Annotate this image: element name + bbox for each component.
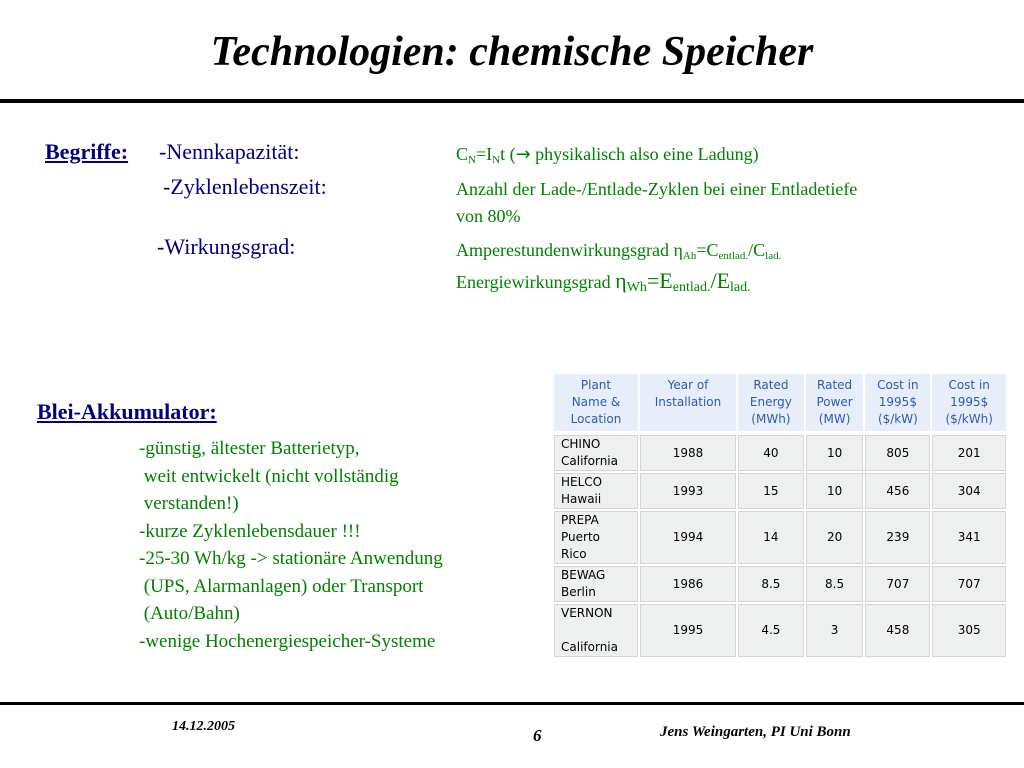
cell-energy: 15 <box>738 473 804 509</box>
cell-energy: 14 <box>738 511 804 564</box>
cell-cost-kw: 456 <box>865 473 930 509</box>
list-item: -wenige Hochenergiespeicher-Systeme <box>139 630 436 652</box>
cell-plant: CHINO California <box>554 435 638 471</box>
cell-cost-kw: 805 <box>865 435 930 471</box>
term-nennkapazitaet: -Nennkapazität: <box>159 139 300 164</box>
table-row <box>554 566 1006 602</box>
header-year: Year of Installation <box>640 374 736 433</box>
cell-year: 1995 <box>640 604 736 657</box>
list-item: -kurze Zyklenlebensdauer !!! <box>139 520 361 542</box>
table-header-row <box>554 374 1006 433</box>
cell-year: 1988 <box>640 435 736 471</box>
cell-power: 10 <box>806 473 864 509</box>
list-item: verstanden!) <box>139 493 239 514</box>
footer-page-number: 6 <box>533 726 542 745</box>
table-row <box>554 604 1006 657</box>
bottom-divider <box>0 702 1024 705</box>
cell-year: 1993 <box>640 473 736 509</box>
cell-cost-kw: 239 <box>865 511 930 564</box>
table-row <box>554 511 1006 564</box>
header-energy: Rated Energy (MWh) <box>738 374 804 433</box>
begriffe-heading: Begriffe: <box>45 139 129 164</box>
cell-plant: HELCO Hawaii <box>554 473 638 509</box>
slide-title: Technologien: chemische Speicher <box>210 29 814 75</box>
cell-power: 20 <box>806 511 864 564</box>
list-item: -25-30 Wh/kg -> stationäre Anwendung <box>139 548 443 569</box>
term-wirkungsgrad: -Wirkungsgrad: <box>157 234 296 259</box>
cell-year: 1986 <box>640 566 736 602</box>
table-row <box>554 435 1006 471</box>
def-wh-wirkungsgrad: Energiewirkungsgrad $\eta_{Wh}=E_{entlad.}/E_{lad.}$ <box>456 268 751 295</box>
header-cost-kw: Cost in 1995$ ($/kW) <box>865 374 930 433</box>
def-ah-wirkungsgrad: Amperestundenwirkungsgrad $\eta_{Ah}=C_{entlad.}/C_{lad.}$ <box>456 240 782 262</box>
header-power: Rated Power (MW) <box>806 374 864 433</box>
cell-cost-kwh: 201 <box>932 435 1006 471</box>
list-item: -günstig, ältester Batterietyp, <box>139 438 360 459</box>
def-nennkapazitaet: $C_N=I_Nt$ (→ physikalisch also eine Ladung) <box>456 144 759 166</box>
storage-plants-table <box>552 372 1008 659</box>
cell-plant: VERNON California <box>554 604 638 657</box>
cell-cost-kwh: 305 <box>932 604 1006 657</box>
arrow-right-icon: → <box>515 144 531 165</box>
cell-cost-kw: 707 <box>865 566 930 602</box>
term-zyklenlebenszeit: -Zyklenlebenszeit: <box>163 174 327 199</box>
cell-cost-kwh: 341 <box>932 511 1006 564</box>
cell-cost-kwh: 304 <box>932 473 1006 509</box>
cell-power: 3 <box>806 604 864 657</box>
cell-cost-kw: 458 <box>865 604 930 657</box>
list-item: weit entwickelt (nicht vollständig <box>139 465 399 487</box>
cell-plant: PREPA Puerto Rico <box>554 511 638 564</box>
list-item: (Auto/Bahn) <box>139 603 240 624</box>
footer-date: 14.12.2005 <box>172 719 235 734</box>
cell-power: 10 <box>806 435 864 471</box>
cell-cost-kwh: 707 <box>932 566 1006 602</box>
table-row <box>554 473 1006 509</box>
cell-plant: BEWAG Berlin <box>554 566 638 602</box>
blei-list <box>139 435 443 655</box>
def-zyklenlebenszeit-line2: von 80% <box>456 206 521 226</box>
cell-energy: 40 <box>738 435 804 471</box>
cell-year: 1994 <box>640 511 736 564</box>
top-divider <box>0 99 1024 103</box>
blei-heading: Blei-Akkumulator: <box>37 399 217 424</box>
cell-power: 8.5 <box>806 566 864 602</box>
cell-energy: 8.5 <box>738 566 804 602</box>
footer-author: Jens Weingarten, PI Uni Bonn <box>660 724 851 740</box>
list-item: (UPS, Alarmanlagen) oder Transport <box>139 575 424 597</box>
header-plant: Plant Name & Location <box>554 374 638 433</box>
cell-energy: 4.5 <box>738 604 804 657</box>
header-cost-kwh: Cost in 1995$ ($/kWh) <box>932 374 1006 433</box>
def-zyklenlebenszeit-line1: Anzahl der Lade-/Entlade-Zyklen bei einer Entladetiefe <box>456 179 858 199</box>
